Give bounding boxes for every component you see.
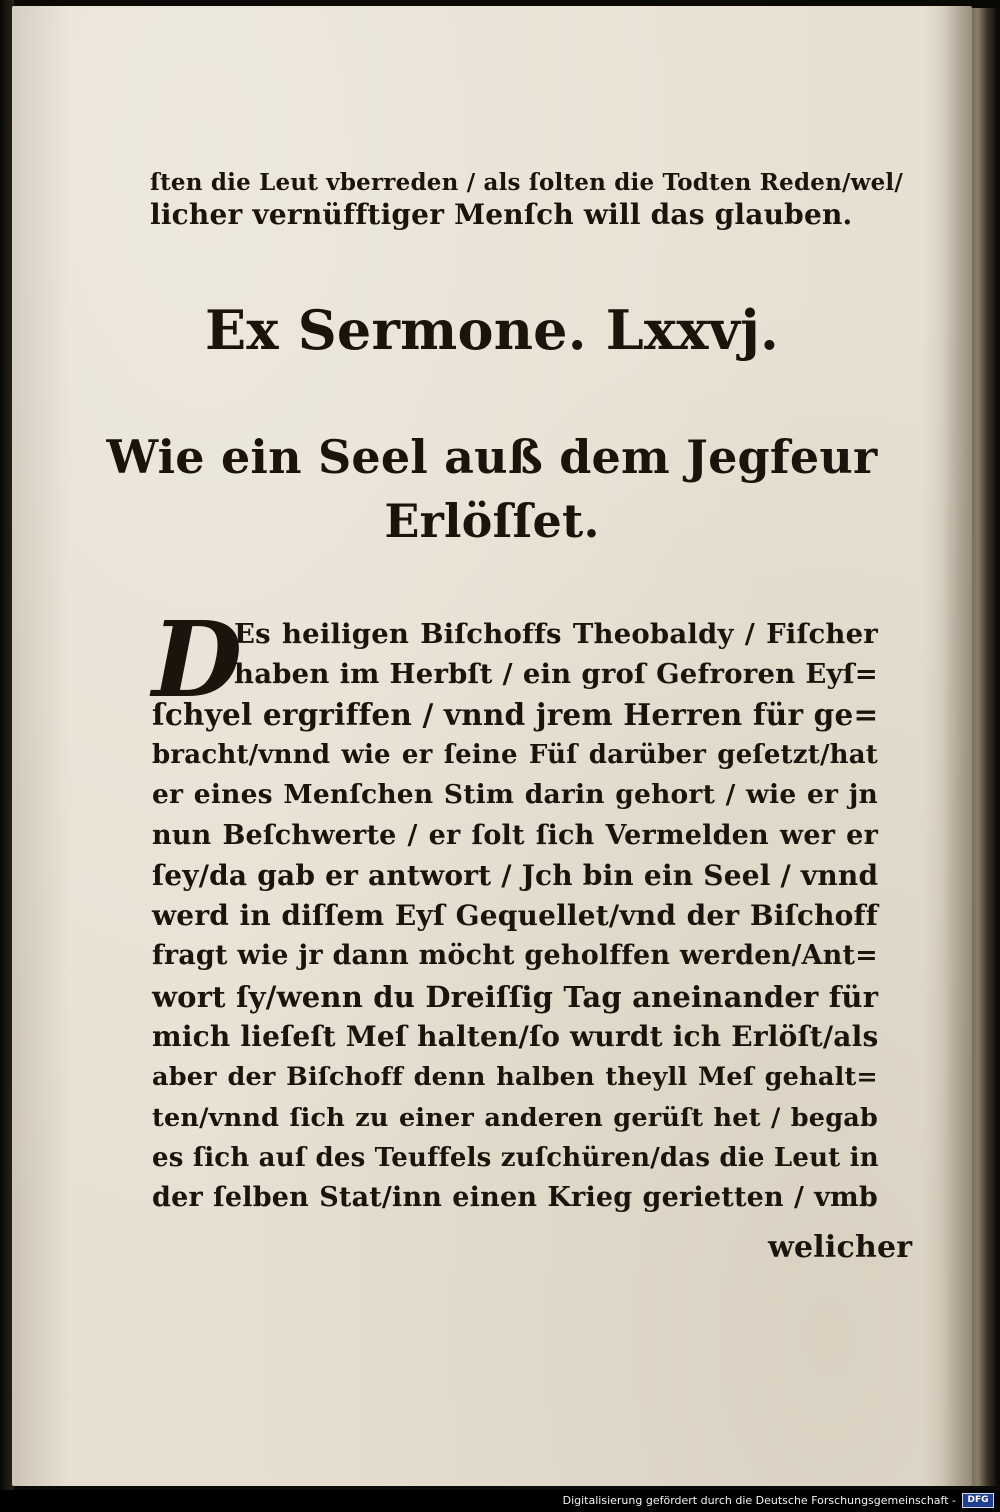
- body-line: haben im Herbſt / ein groſ Gefroren Eyſ=: [234, 658, 878, 691]
- page-fold-shadow: [942, 6, 972, 1486]
- footer-credit: Digitalisierung gefördert durch die Deutsche Forschungsgemeinschaft -: [562, 1494, 956, 1507]
- catchword: welicher: [768, 1230, 913, 1265]
- body-line: ſchyel ergriffen / vnnd jrem Herren für ge=: [152, 696, 879, 732]
- sermon-heading: Ex Sermone. Lxxvj.: [204, 298, 779, 362]
- body-line: nun Beſchwerte / er ſolt ſich Vermelden wer er: [152, 819, 878, 851]
- document-page: [12, 6, 972, 1486]
- chapter-title-line-2: Erlöſſet.: [384, 494, 600, 548]
- body-line: mich lieſeſt Meſ halten/ſo wurdt ich Erlöſt/als: [152, 1020, 879, 1053]
- body-line: ten/vnnd ſich zu einer anderen gerüſt het / begab: [152, 1102, 878, 1133]
- chapter-title-line-1: Wie ein Seel auß dem Jegfeur: [106, 430, 878, 484]
- body-line: fragt wie jr dann möcht geholffen werden/Ant=: [152, 940, 878, 972]
- body-line: Es heiligen Biſchoffs Theobaldy / Fiſcher: [234, 618, 878, 650]
- footer-bar: [0, 1490, 1000, 1512]
- body-line: werd in diſſem Eyſ Gequellet/vnd der Biſchoff: [152, 899, 878, 933]
- body-line: er eines Menſchen Stim darin gehort / wie er jn: [152, 779, 878, 811]
- top-line-1: ſten die Leut vberreden / als ſolten die Todten Reden/wel/: [150, 169, 903, 196]
- top-line-2: licher vernüfftiger Menſch will das glauben.: [150, 198, 853, 231]
- body-line: ſey/da gab er antwort / Jch bin ein Seel / vnnd: [152, 858, 879, 892]
- body-line: der ſelben Stat/inn einen Krieg gerietten / vmb: [152, 1182, 878, 1214]
- drop-cap: D: [152, 598, 243, 721]
- body-line: es ſich auſ des Teuffels zuſchüren/das die Leut in: [152, 1142, 879, 1173]
- dfg-logo-icon: DFG: [962, 1493, 994, 1508]
- body-line: wort ſy/wenn du Dreiſſig Tag aneinander für: [152, 979, 879, 1014]
- body-line: bracht/vnnd wie er ſeine Füſ darüber geſetzt/hat: [152, 739, 878, 770]
- body-line: aber der Biſchoff denn halben theyll Meſ gehalt=: [152, 1062, 878, 1093]
- book-edge-right: [968, 8, 996, 1486]
